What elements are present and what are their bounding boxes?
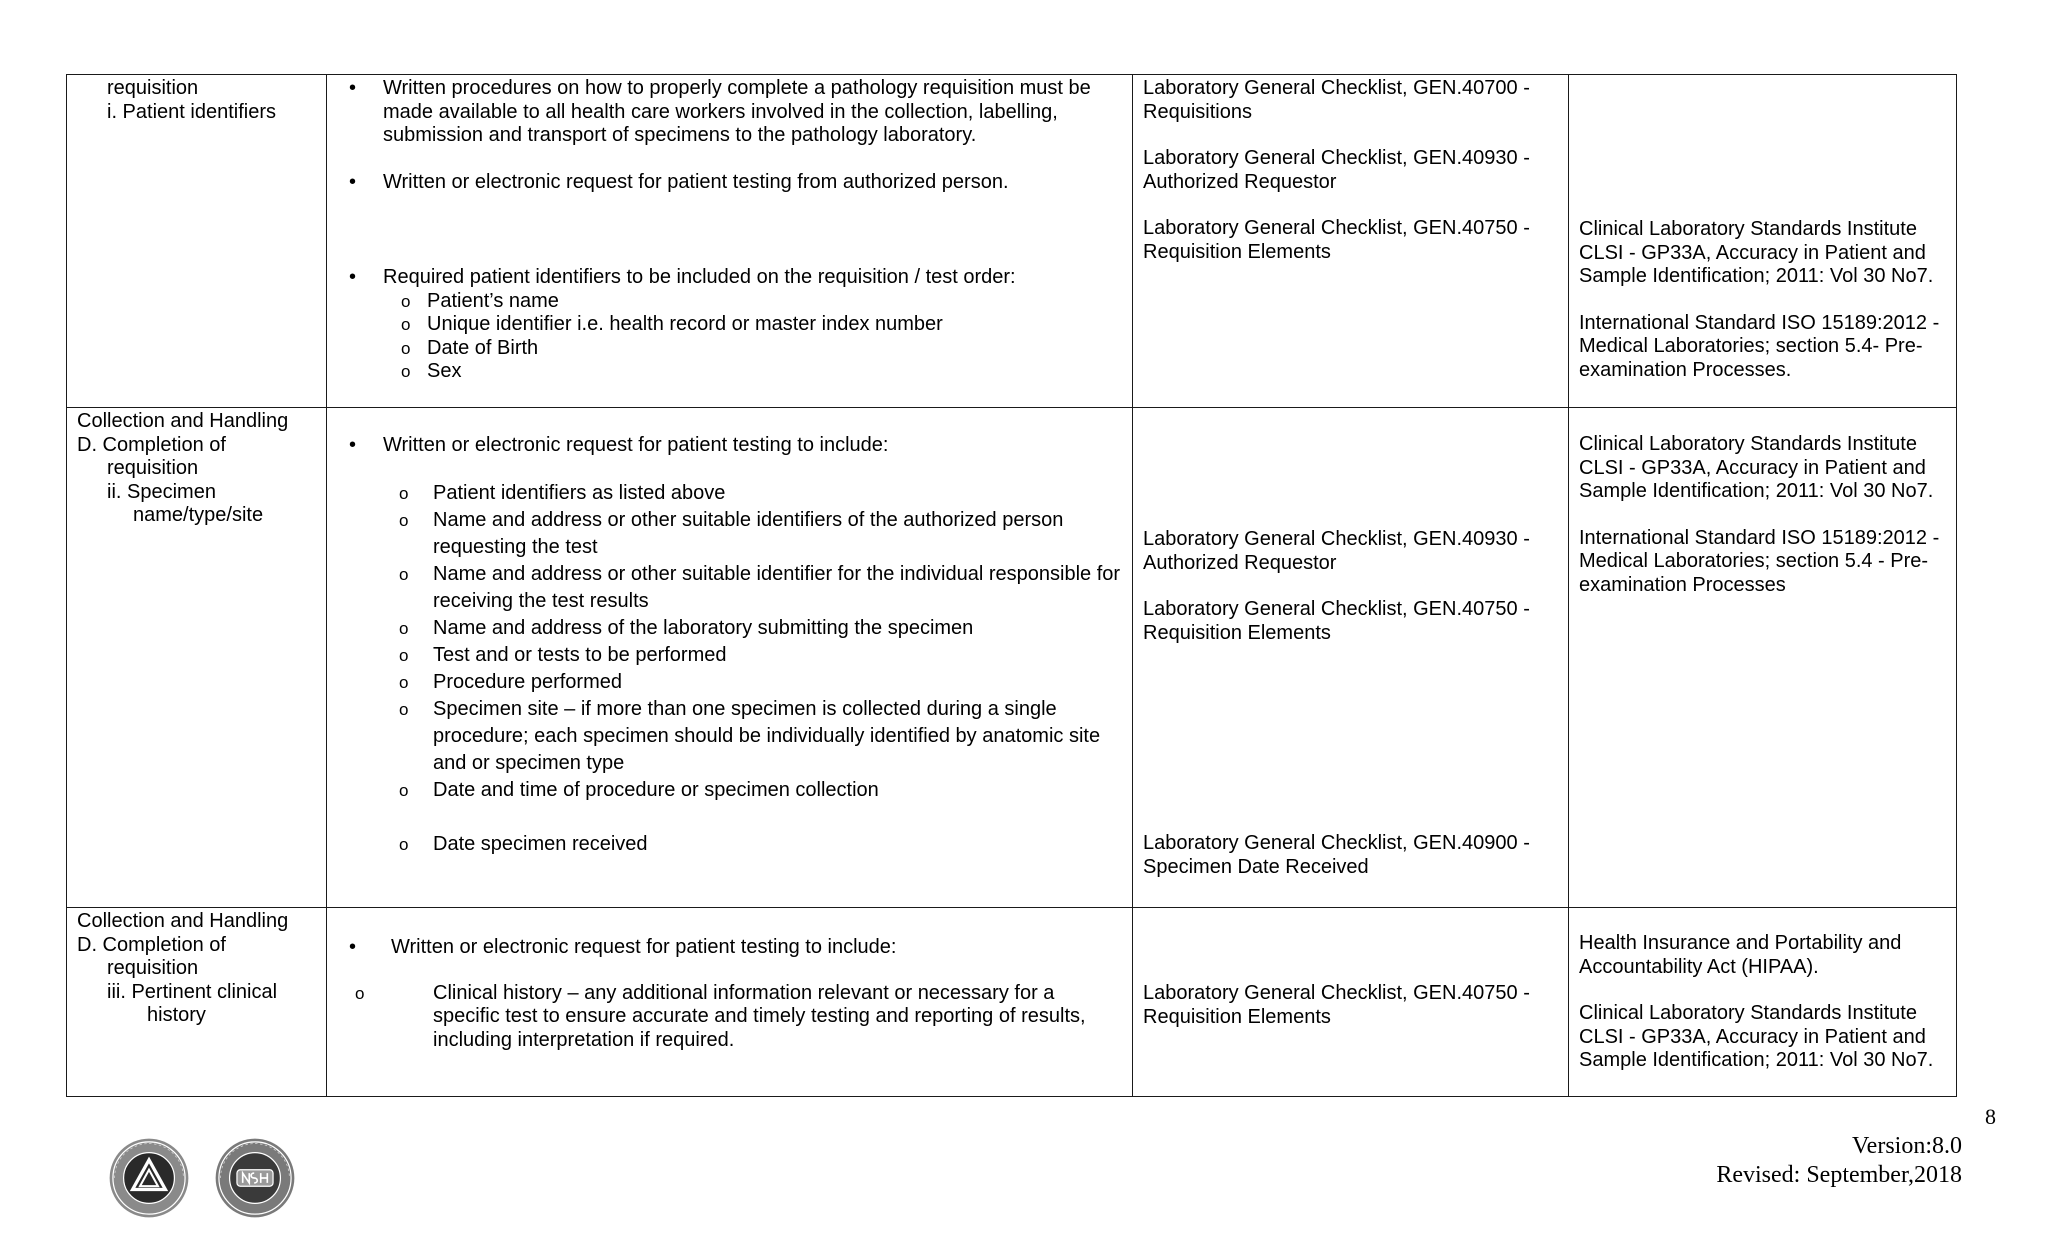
cap-seal-icon xyxy=(108,1137,190,1219)
requirements-list xyxy=(337,936,1122,1052)
topic-cell xyxy=(67,75,327,408)
nsh-seal-icon xyxy=(214,1137,296,1219)
sub-list-item: o Date and time of procedure or specimen collection xyxy=(337,777,1122,804)
requirements-cell xyxy=(327,408,1133,908)
topic-line: requisition xyxy=(107,957,199,979)
table-row xyxy=(67,908,1957,1097)
checklist-cell xyxy=(1133,908,1569,1097)
reference: Health Insurance and Portability and Accountability Act (HIPAA). xyxy=(1579,932,1902,978)
reference: Clinical Laboratory Standards Institute CLSI - GP33A, Accuracy in Patient and Sample Identification; 2011: Vol 30 No7. xyxy=(1579,433,1934,502)
topic-line: name/type/site xyxy=(133,504,264,526)
sub-list xyxy=(337,480,1122,858)
requirements-cell xyxy=(327,75,1133,408)
sub-list-item: o Name and address or other suitable identifiers of the authorized person requesting the test xyxy=(337,507,1122,561)
sub-list-item: o Patient identifiers as listed above xyxy=(337,480,1122,507)
reference: International Standard ISO 15189:2012 - Medical Laboratories; section 5.4- Pre-examination Processes. xyxy=(1579,311,1940,381)
list-item-text: Required patient identifiers to be included on the requisition / test order: xyxy=(383,266,1016,288)
table-row xyxy=(67,408,1957,908)
checklist-ref: Laboratory General Checklist, GEN.40700 - Requisitions xyxy=(1143,77,1530,123)
topic-line: ii. Specimen xyxy=(107,480,216,503)
list-item xyxy=(337,936,1122,1052)
sub-list-item: o Procedure performed xyxy=(337,669,1122,696)
requirements-table xyxy=(66,74,1957,1097)
checklist-ref: Laboratory General Checklist, GEN.40750 - Requisition Elements xyxy=(1143,598,1530,644)
page-number: 8 xyxy=(1985,1104,1996,1129)
references-cell xyxy=(1569,908,1957,1097)
topic-line: requisition xyxy=(107,457,199,479)
list-item: • Written or electronic request for patient testing from authorized person. xyxy=(337,171,1122,195)
requirements-list xyxy=(337,434,1122,858)
version-label: Version:8.0 xyxy=(1852,1133,1962,1159)
sub-list-item: o Date specimen received xyxy=(337,831,1122,858)
checklist-cell xyxy=(1133,75,1569,408)
checklist-ref: Laboratory General Checklist, GEN.40900 - Specimen Date Received xyxy=(1143,832,1530,878)
sub-list-item: o Unique identifier i.e. health record or master index number xyxy=(383,313,1122,337)
requirements-cell xyxy=(327,908,1133,1097)
topic-line: Collection and Handling xyxy=(77,910,289,932)
references-cell xyxy=(1569,75,1957,408)
requirements-list xyxy=(337,77,1122,384)
revised-label: Revised: September,2018 xyxy=(1716,1162,1962,1188)
references-cell xyxy=(1569,408,1957,908)
checklist-ref: Laboratory General Checklist, GEN.40930 - Authorized Requestor xyxy=(1143,147,1530,193)
checklist-ref: Laboratory General Checklist, GEN.40750 - Requisition Elements xyxy=(1143,217,1530,263)
topic-line: iii. Pertinent clinical xyxy=(107,980,278,1003)
reference: Clinical Laboratory Standards Institute CLSI - GP33A, Accuracy in Patient and Sample Identification; 2011: Vol 30 No7. xyxy=(1579,1002,1934,1071)
version-block xyxy=(1716,1132,1962,1190)
list-item xyxy=(337,434,1122,858)
sub-list-item: o Patient’s name xyxy=(383,290,1122,314)
list-item-text: Written or electronic request for patient testing to include: xyxy=(391,936,897,958)
sub-list-item: o Date of Birth xyxy=(383,337,1122,361)
topic-line: D. Completion of xyxy=(77,433,226,456)
sub-list-item: o Name and address or other suitable identifier for the individual responsible for receiving the test results xyxy=(337,561,1122,615)
topic-line: Collection and Handling xyxy=(77,410,289,432)
topic-line: i. Patient identifiers xyxy=(107,100,276,123)
checklist-ref: Laboratory General Checklist, GEN.40930 - Authorized Requestor xyxy=(1143,528,1530,574)
checklist-ref: Laboratory General Checklist, GEN.40750 - Requisition Elements xyxy=(1143,982,1530,1028)
sub-list-item: o Clinical history – any additional information relevant or necessary for a specific test to ensure accurate and timely testing and reporting of results, including interpretation if required. xyxy=(337,982,1122,1053)
table-row xyxy=(67,75,1957,408)
sub-list-item: o Sex xyxy=(383,360,1122,384)
list-item xyxy=(337,266,1122,384)
topic-cell xyxy=(67,408,327,908)
sub-list xyxy=(383,290,1122,384)
list-item: • Written procedures on how to properly complete a pathology requisition must be made available to all health care workers involved in the collection, labelling, submission and transport of specimens to the pathology laboratory. xyxy=(337,77,1122,148)
sub-list-item: o Specimen site – if more than one specimen is collected during a single procedure; each specimen should be individually identified by anatomic site and or specimen type xyxy=(337,696,1122,777)
topic-line: requisition xyxy=(107,77,199,99)
sub-list-item: o Name and address of the laboratory submitting the specimen xyxy=(337,615,1122,642)
topic-line: history xyxy=(147,1004,206,1026)
list-item-text: Written or electronic request for patient testing to include: xyxy=(383,434,889,456)
sub-list-item: o Test and or tests to be performed xyxy=(337,642,1122,669)
topic-line: D. Completion of xyxy=(77,933,226,956)
reference: International Standard ISO 15189:2012 - Medical Laboratories; section 5.4 - Pre-examination Processes xyxy=(1579,526,1940,596)
reference: Clinical Laboratory Standards Institute CLSI - GP33A, Accuracy in Patient and Sample Identification; 2011: Vol 30 No7. xyxy=(1579,218,1934,287)
sub-list xyxy=(337,982,1122,1053)
checklist-cell xyxy=(1133,408,1569,908)
topic-cell xyxy=(67,908,327,1097)
